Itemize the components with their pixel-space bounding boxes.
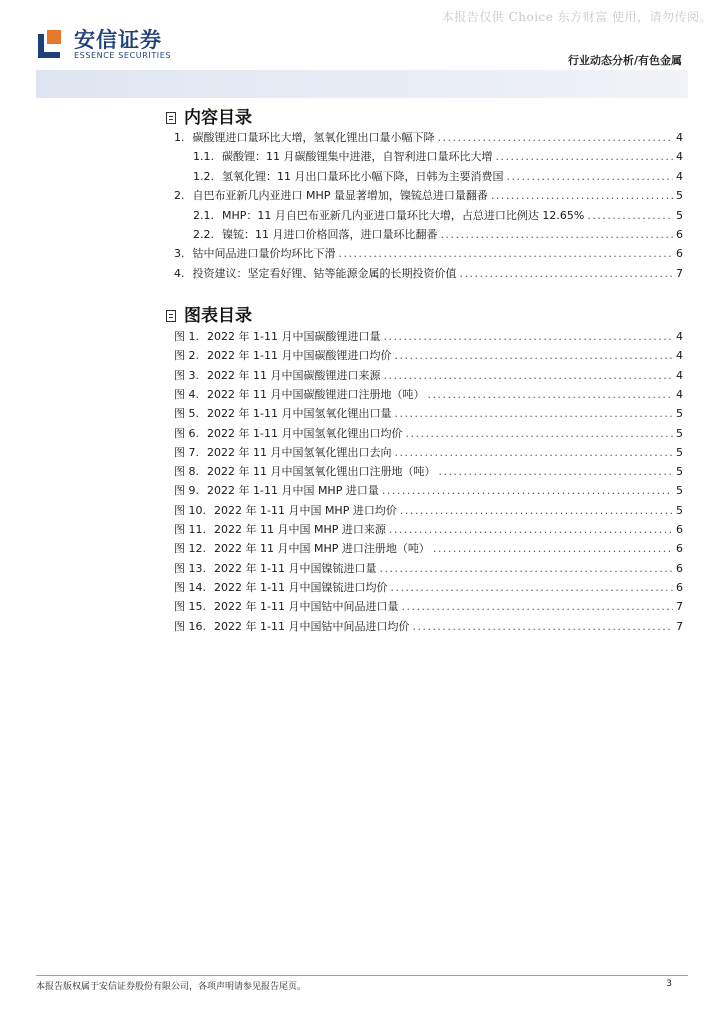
figures-entry-page: 5	[676, 465, 683, 479]
figures-entry-page: 5	[676, 407, 683, 421]
contents-entry[interactable]	[174, 245, 683, 262]
figures-entry-number: 图 12.	[174, 542, 206, 556]
figures-entry[interactable]	[174, 482, 683, 499]
dot-leader	[441, 228, 674, 241]
figures-entry-title: 2022 年 1-11 月中国氢氧化锂出口量	[207, 407, 392, 421]
figures-entry[interactable]	[174, 502, 683, 519]
dot-leader	[383, 330, 673, 343]
figures-entry[interactable]	[174, 618, 683, 635]
contents-entry-number: 3.	[174, 247, 185, 261]
dot-leader	[507, 170, 674, 183]
dot-leader	[394, 349, 673, 362]
figures-entry-number: 图 13.	[174, 561, 206, 575]
list-icon	[166, 310, 176, 322]
dot-leader	[438, 465, 673, 478]
dot-leader	[491, 189, 673, 202]
figures-entry-number: 图 8.	[174, 465, 199, 479]
figures-entry-number: 图 3.	[174, 368, 199, 382]
figures-entry-title: 2022 年 11 月中国氢氧化锂出口注册地（吨）	[207, 465, 436, 479]
dot-leader	[438, 131, 674, 144]
list-icon	[166, 112, 176, 124]
figures-entry-title: 2022 年 1-11 月中国氢氧化锂出口均价	[207, 426, 403, 440]
dot-leader	[496, 150, 674, 163]
figures-entry-title: 2022 年 1-11 月中国镍锍进口量	[214, 561, 377, 575]
figures-entry-page: 4	[676, 368, 683, 382]
contents-entry-title: 碳酸锂进口量环比大增，氢氧化锂出口量小幅下降	[192, 131, 435, 144]
contents-heading	[166, 103, 252, 128]
contents-entry-title: 投资建议：坚定看好锂、钴等能源金属的长期投资价值	[192, 266, 457, 280]
figures-entry[interactable]	[174, 425, 683, 442]
report-category: 行业动态分析/有色金属	[567, 54, 682, 67]
header-band	[36, 70, 688, 98]
figures-title: 图表目录	[184, 306, 252, 326]
contents-entry-number: 2.	[174, 189, 185, 203]
contents-entry-number: 2.2.	[193, 228, 214, 241]
logo-text-en: ESSENCE SECURITIES	[74, 51, 172, 60]
figures-entry[interactable]	[174, 598, 683, 615]
figures-entry-title: 2022 年 11 月中国 MHP 进口来源	[214, 523, 386, 536]
contents-entry-title: 氢氧化锂：11 月出口量环比小幅下降，日韩为主要消费国	[222, 169, 504, 183]
dot-leader	[412, 620, 673, 633]
figures-entry-title: 2022 年 1-11 月中国 MHP 进口量	[207, 484, 379, 498]
figures-entry-page: 7	[676, 619, 683, 633]
figures-entry[interactable]	[174, 386, 683, 403]
contents-entry-title: MHP：11 月自巴布亚新几内亚进口量环比大增，占总进口比例达 12.65%	[222, 208, 585, 222]
dot-leader	[587, 209, 673, 222]
figures-entry[interactable]	[174, 367, 683, 384]
figures-entry-page: 5	[676, 503, 683, 517]
figures-entry[interactable]	[174, 579, 683, 596]
figures-entry-page: 6	[676, 561, 683, 575]
figures-entry-number: 图 7.	[174, 445, 199, 459]
figures-entry-page: 4	[676, 330, 683, 343]
dot-leader	[400, 504, 673, 517]
figures-entry-page: 7	[676, 600, 683, 614]
dot-leader	[390, 581, 673, 594]
contents-entry-page: 6	[676, 228, 683, 241]
contents-entry[interactable]	[193, 168, 683, 185]
figures-entry-number: 图 14.	[174, 580, 206, 594]
contents-entry-number: 1.	[174, 131, 185, 144]
figures-entry-page: 5	[676, 426, 683, 440]
logo-text-cn: 安信证券	[74, 28, 162, 52]
figures-entry-number: 图 6.	[174, 426, 199, 440]
figures-entry-number: 图 9.	[174, 484, 199, 498]
figures-entry-title: 2022 年 1-11 月中国 MHP 进口均价	[214, 503, 397, 517]
figures-entry-number: 图 16.	[174, 619, 206, 633]
figures-entry[interactable]	[174, 405, 683, 422]
contents-entry-title: 钴中间品进口量价均环比下滑	[192, 247, 336, 261]
figures-entry-title: 2022 年 11 月中国碳酸锂进口注册地（吨）	[207, 387, 425, 401]
contents-entry-number: 1.1.	[193, 150, 214, 164]
dot-leader	[394, 446, 673, 459]
contents-entry-page: 7	[676, 266, 683, 280]
dot-leader	[379, 562, 673, 575]
contents-entry-page: 5	[676, 189, 683, 203]
figures-entry-number: 图 10.	[174, 503, 206, 517]
dot-leader	[339, 247, 674, 260]
figures-entry-title: 2022 年 1-11 月中国镍锍进口均价	[214, 580, 388, 594]
dot-leader	[401, 600, 673, 613]
logo-mark-icon	[36, 26, 66, 60]
figures-entry-page: 6	[676, 523, 683, 536]
figures-entry[interactable]	[174, 521, 683, 538]
figures-entry-title: 2022 年 1-11 月中国碳酸锂进口量	[207, 330, 381, 343]
contents-entry-title: 镍锍：11 月进口价格回落，进口量环比翻番	[222, 228, 438, 241]
figures-entry-page: 5	[676, 445, 683, 459]
contents-entry-page: 4	[676, 131, 683, 144]
figures-entry-page: 5	[676, 484, 683, 498]
dot-leader	[460, 267, 674, 280]
contents-entry[interactable]	[174, 129, 683, 146]
figures-entry[interactable]	[174, 560, 683, 577]
contents-entry-page: 5	[676, 208, 683, 222]
contents-entry[interactable]	[174, 265, 683, 282]
figures-entry-number: 图 15.	[174, 600, 206, 614]
figures-entry-number: 图 5.	[174, 407, 199, 421]
figures-entry-number: 图 2.	[174, 349, 199, 363]
dot-leader	[394, 407, 673, 420]
figures-entry-page: 4	[676, 349, 683, 363]
page-number: 3	[666, 979, 672, 989]
contents-entry-title: 自巴布亚新几内亚进口 MHP 量显著增加，镍锍总进口量翻番	[192, 189, 488, 203]
contents-entry-page: 4	[676, 169, 683, 183]
dot-leader	[433, 542, 673, 555]
contents-entry-number: 4.	[174, 266, 185, 280]
contents-entry[interactable]	[174, 187, 683, 204]
figures-entry-title: 2022 年 1-11 月中国钴中间品进口量	[214, 600, 399, 614]
contents-title: 内容目录	[184, 108, 252, 128]
footer-divider	[36, 975, 688, 976]
figures-entry-title: 2022 年 1-11 月中国钴中间品进口均价	[214, 619, 410, 633]
watermark-text: 本报告仅供 Choice 东方财富 使用，请勿传阅。	[441, 10, 712, 24]
figures-entry-title: 2022 年 1-11 月中国碳酸锂进口均价	[207, 349, 392, 363]
dot-leader	[382, 484, 673, 497]
contents-entry-page: 6	[676, 247, 683, 261]
contents-entry-number: 2.1.	[193, 208, 214, 222]
figures-entry[interactable]	[174, 444, 683, 461]
figures-entry-number: 图 1.	[174, 330, 199, 343]
contents-entry-number: 1.2.	[193, 169, 214, 183]
contents-entry[interactable]	[193, 148, 683, 165]
figures-entry-page: 4	[676, 387, 683, 401]
contents-entry-page: 4	[676, 150, 683, 164]
dot-leader	[383, 369, 673, 382]
figures-heading	[166, 301, 252, 326]
footer-disclaimer: 本报告版权属于安信证券股份有限公司，各项声明请参见报告尾页。	[36, 982, 307, 992]
dot-leader	[427, 388, 673, 401]
figures-entry-page: 6	[676, 580, 683, 594]
figures-entry-number: 图 4.	[174, 387, 199, 401]
contents-entry-title: 碳酸锂：11 月碳酸锂集中进港，自智利进口量环比大增	[222, 150, 493, 164]
figures-entry-title: 2022 年 11 月中国碳酸锂进口来源	[207, 368, 381, 382]
contents-entry[interactable]	[193, 207, 683, 224]
figures-entry[interactable]	[174, 328, 683, 345]
dot-leader	[389, 523, 673, 536]
figures-entry-page: 6	[676, 542, 683, 556]
dot-leader	[405, 427, 673, 440]
figures-entry-number: 图 11.	[174, 523, 206, 536]
figures-entry[interactable]	[174, 463, 683, 480]
figures-entry[interactable]	[174, 347, 683, 364]
figures-entry-title: 2022 年 11 月中国 MHP 进口注册地（吨）	[214, 542, 430, 556]
figures-entry[interactable]	[174, 540, 683, 557]
figures-entry-title: 2022 年 11 月中国氢氧化锂出口去向	[207, 445, 392, 459]
company-logo	[36, 24, 196, 64]
contents-entry[interactable]	[193, 226, 683, 243]
